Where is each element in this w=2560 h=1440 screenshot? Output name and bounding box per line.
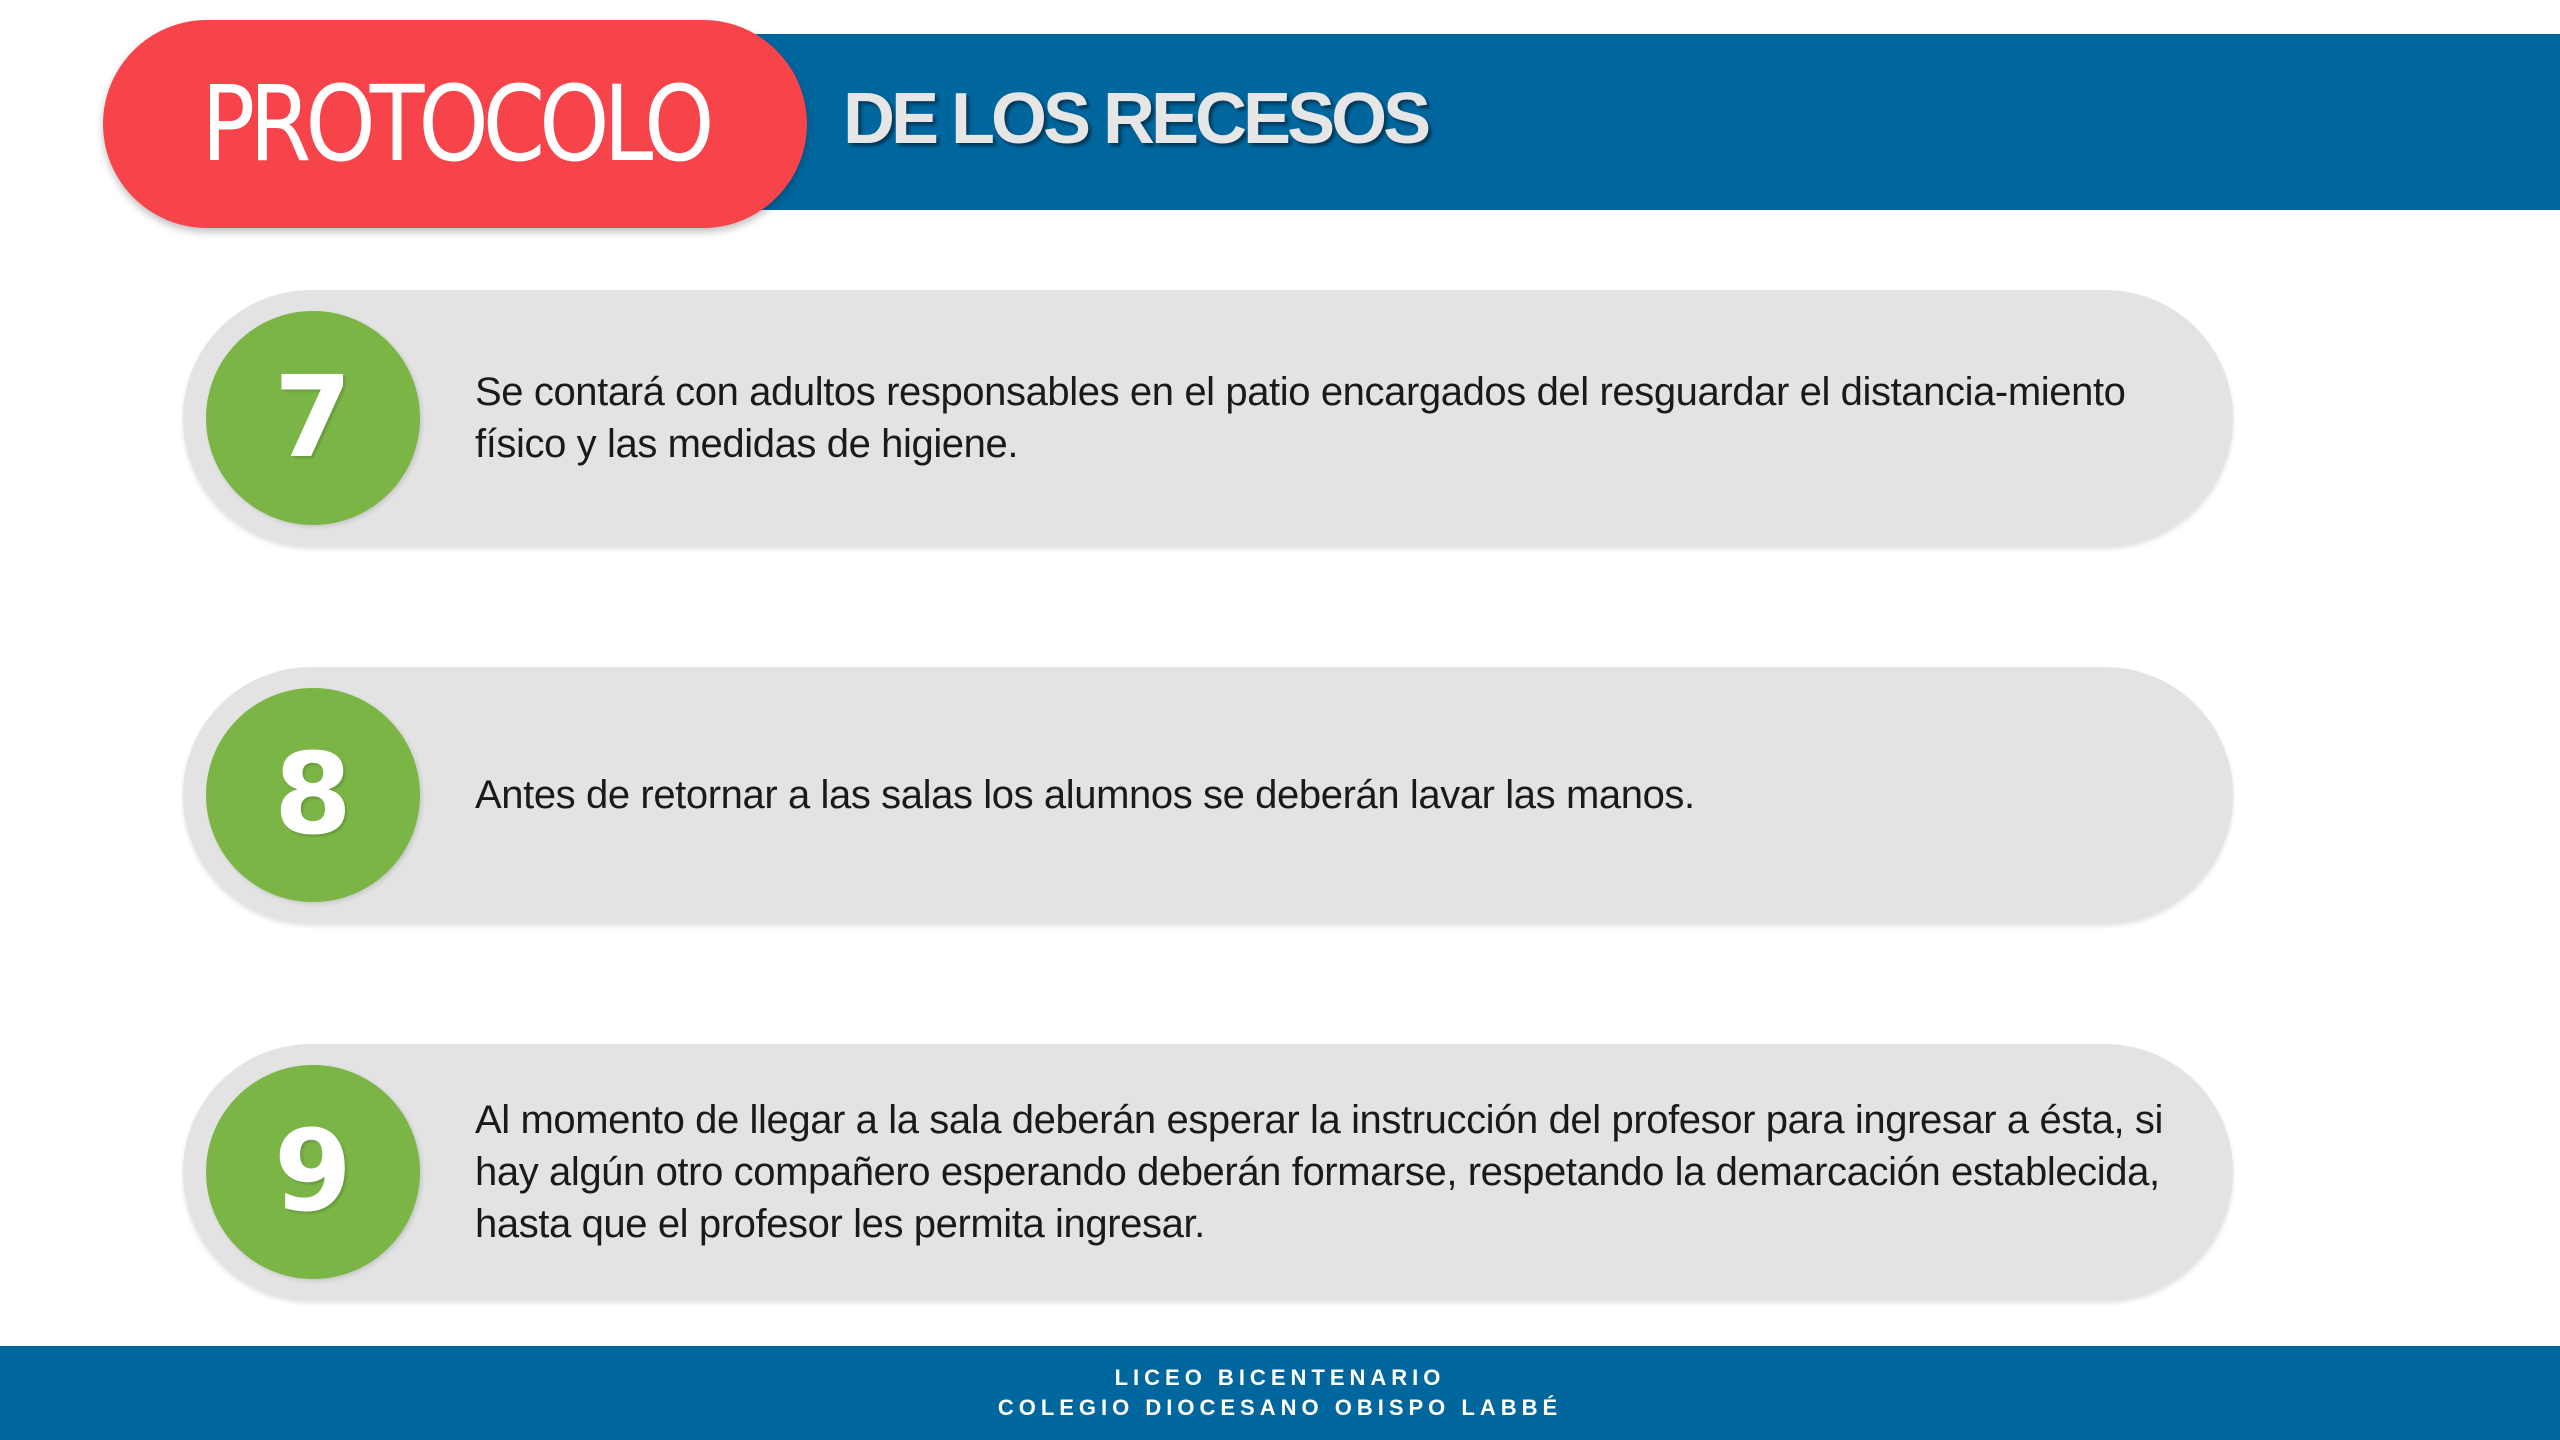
item-text: Al momento de llegar a la sala deberán esperar la instrucción del profesor para ingresar a ésta, si hay algún otro compañero esperando deberán formarse, respetando la demarcación establecida, hasta que el profesor les permita ingresar.: [475, 1098, 2163, 1246]
item-number: 7: [274, 353, 352, 483]
footer-school-line-2: COLEGIO DIOCESANO OBISPO LABBÉ: [997, 1395, 1563, 1420]
header-pill: [103, 20, 807, 228]
item-number-badge: [206, 688, 420, 902]
header-pill-label: PROTOCOLO: [201, 63, 709, 185]
item-number-badge: [206, 1065, 420, 1279]
item-number-badge: [206, 311, 420, 525]
item-text: Antes de retornar a las salas los alumnos se deberán lavar las manos.: [475, 773, 1695, 817]
item-text-container: [475, 667, 2175, 923]
item-text: Se contará con adultos responsables en el patio encargados del resguardar el distancia-miento físico y las medidas de higiene.: [475, 370, 2126, 466]
protocol-item-9: [183, 1044, 2233, 1300]
footer-school-line-1: LICEO BICENTENARIO: [1114, 1365, 1446, 1390]
footer: [0, 1346, 2560, 1440]
item-number: 9: [274, 1107, 352, 1237]
protocol-item-7: [183, 290, 2233, 546]
protocol-item-8: [183, 667, 2233, 923]
page-title: DE LOS RECESOS: [843, 79, 1428, 159]
item-number: 8: [274, 730, 352, 860]
item-text-container: [475, 1044, 2175, 1300]
item-text-container: [475, 290, 2175, 546]
